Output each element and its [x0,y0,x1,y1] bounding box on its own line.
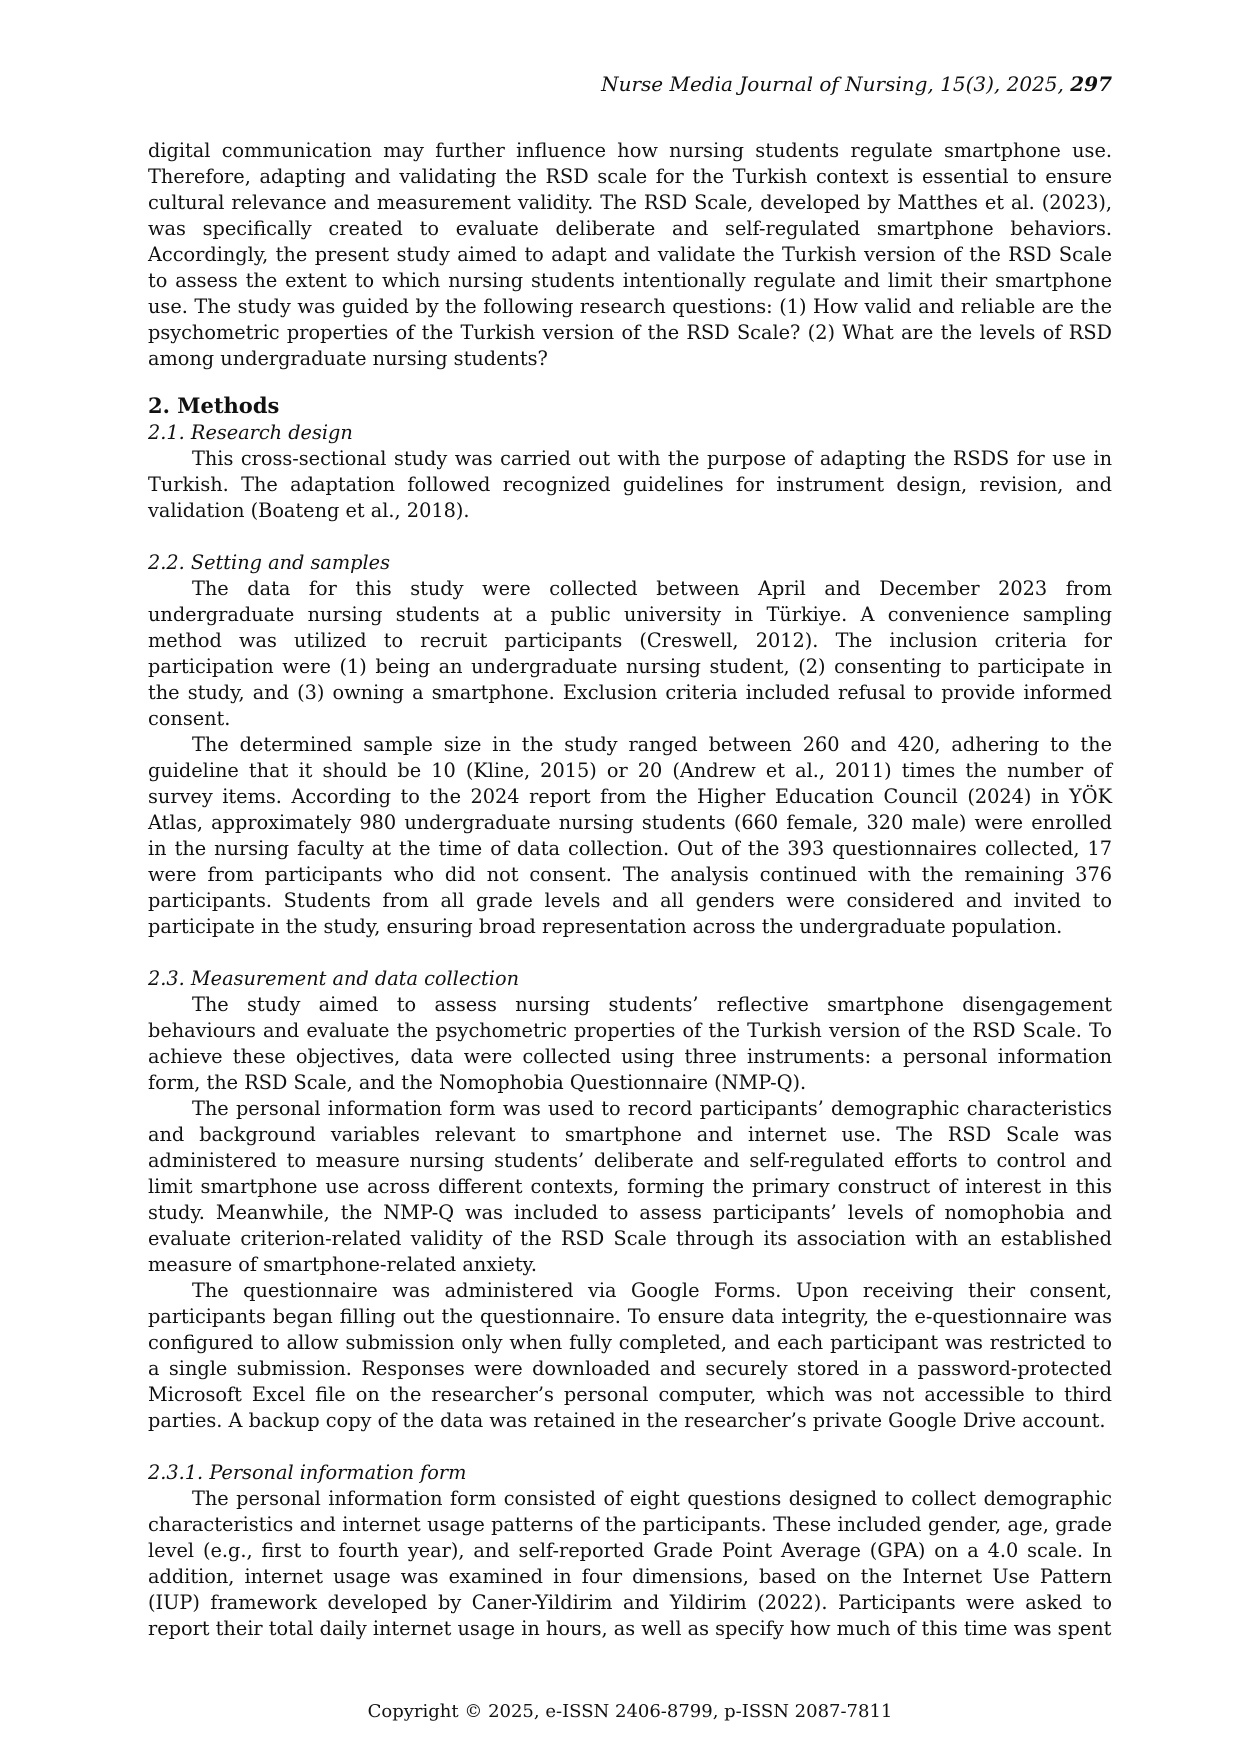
measurement-paragraph-3: The questionnaire was administered via Google Forms. Upon receiving their consent, participants began filling out the questionnaire. To ensure data integrity, the e-questionnaire was configured to allow submission only when fully completed, and each participant was restricted to a single submission. Responses were downloaded and securely stored in a password-protected Microsoft Excel file on the researcher’s personal computer, which was not accessible to third parties. A backup copy of the data was retained in the researcher’s private Google Drive account. [148,1279,1112,1432]
measurement-paragraph-1: The study aimed to assess nursing students’ reflective smartphone disengagement behaviours and evaluate the psychometric properties of the Turkish version of the RSD Scale. To achieve these objectives, data were collected using three instruments: a personal information form, the RSD Scale, and the Nomophobia Questionnaire (NMP-Q). [148,993,1112,1094]
setting-paragraph-1: The data for this study were collected between April and December 2023 from undergraduate nursing students at a public university in Türkiye. A convenience sampling method was utilized to recruit participants (Creswell, 2012). The inclusion criteria for participation were (1) being an undergraduate nursing student, (2) consenting to participate in the study, and (3) owning a smartphone. Exclusion criteria included refusal to provide informed consent. [148,577,1112,730]
setting-paragraph-2: The determined sample size in the study ranged between 260 and 420, adhering to the guideline that it should be 10 (Kline, 2015) or 20 (Andrew et al., 2011) times the number of survey items. According to the 2024 report from the Higher Education Council (2024) in YÖK Atlas, approximately 980 undergraduate nursing students (660 female, 320 male) were enrolled in the nursing faculty at the time of data collection. Out of the 393 questionnaires collected, 17 were from participants who did not consent. The analysis continued with the remaining 376 participants. Students from all grade levels and all genders were considered and invited to participate in the study, ensuring broad representation across the undergraduate population. [148,733,1112,938]
measurement-heading: 2.3. Measurement and data collection [148,967,519,990]
page-number: 297 [1070,72,1112,96]
paper-page [148,70,1112,1722]
running-header [148,70,1112,98]
personal-info-paragraph: The personal information form consisted of eight questions designed to collect demographic characteristics and internet usage patterns of the participants. These included gender, age, grade level (e.g., first to fourth year), and self-reported Grade Point Average (GPA) on a 4.0 scale. In addition, internet usage was examined in four dimensions, based on the Internet Use Pattern (IUP) framework developed by Caner-Yildirim and Yildirim (2022). Participants were asked to report their total daily internet usage in hours, as well as specify how much of this time was spent [148,1487,1112,1640]
research-design-heading: 2.1. Research design [148,421,353,444]
personal-info-heading: 2.3.1. Personal information form [148,1461,467,1484]
methods-heading: 2. Methods [148,393,280,418]
journal-citation: Nurse Media Journal of Nursing, 15(3), 2025, [601,72,1071,96]
research-design-paragraph: This cross-sectional study was carried out with the purpose of adapting the RSDS for use in Turkish. The adaptation followed recognized guidelines for instrument design, revision, and validation (Boateng et al., 2018). [148,447,1112,522]
intro-continuation-paragraph: digital communication may further influence how nursing students regulate smartphone use. Therefore, adapting and validating the RSD scale for the Turkish context is essential to ensure cultural relevance and measurement validity. The RSD Scale, developed by Matthes et al. (2023), was specifically created to evaluate deliberate and self-regulated smartphone behaviors. Accordingly, the present study aimed to adapt and validate the Turkish version of the RSD Scale to assess the extent to which nursing students intentionally regulate and limit their smartphone use. The study was guided by the following research questions: (1) How valid and reliable are the psychometric properties of the Turkish version of the RSD Scale? (2) What are the levels of RSD among undergraduate nursing students? [148,139,1112,370]
measurement-paragraph-2: The personal information form was used to record participants’ demographic characteristics and background variables relevant to smartphone and internet use. The RSD Scale was administered to measure nursing students’ deliberate and self-regulated efforts to control and limit smartphone use across different contexts, forming the primary construct of interest in this study. Meanwhile, the NMP-Q was included to assess participants’ levels of nomophobia and evaluate criterion-related validity of the RSD Scale through its association with an established measure of smartphone-related anxiety. [148,1097,1112,1276]
copyright-footer: Copyright © 2025, e-ISSN 2406-8799, p-ISSN 2087-7811 [367,1701,893,1722]
setting-samples-heading: 2.2. Setting and samples [148,551,390,574]
